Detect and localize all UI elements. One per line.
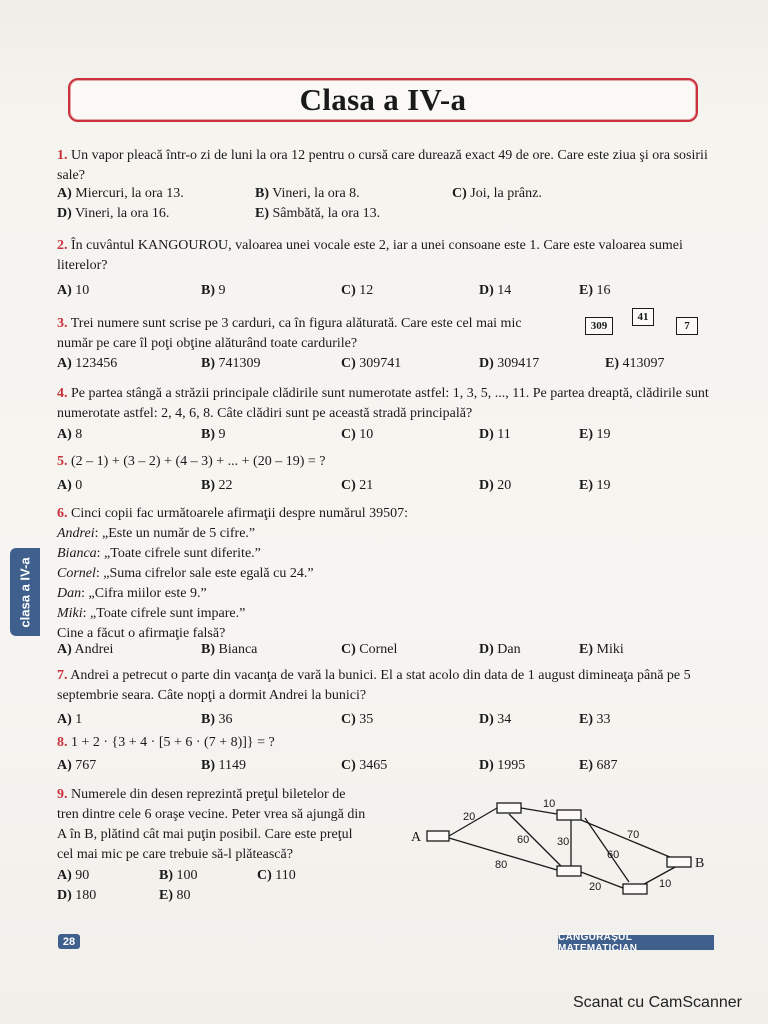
edge-label: 80: [495, 859, 508, 871]
question-4-options: [57, 425, 717, 445]
question-number: 2.: [57, 238, 68, 253]
option-d[interactable]: D) 14: [479, 283, 512, 298]
page-title: Clasa a IV-a: [299, 82, 467, 117]
question-number: 4.: [57, 386, 68, 401]
node-a-label: A: [411, 830, 422, 845]
option-c[interactable]: C) 3465: [341, 758, 388, 773]
question-number: 3.: [57, 316, 68, 331]
question-text-line-2: tren dintre cele 6 oraşe vecine. Peter vrea să ajungă din: [57, 807, 366, 822]
edge-label: 60: [517, 834, 530, 846]
option-c[interactable]: C) 309741: [341, 356, 402, 371]
option-a[interactable]: A) 90: [57, 868, 90, 883]
question-3-options: [57, 354, 717, 374]
option-d[interactable]: D) Vineri, la ora 16.: [57, 206, 170, 221]
option-a[interactable]: A) 8: [57, 427, 83, 442]
statement-cornel: Cornel: „Suma cifrelor sale este egală cu 24.”: [57, 566, 314, 581]
option-d[interactable]: D) 180: [57, 888, 97, 903]
option-e[interactable]: E) 19: [579, 427, 611, 442]
option-c[interactable]: C) Joi, la prânz.: [452, 186, 542, 201]
question-6-options: [57, 640, 717, 660]
question-4: [57, 384, 717, 424]
option-a[interactable]: A) 123456: [57, 356, 118, 371]
edge-label: 10: [543, 798, 556, 810]
question-text-line-4: cel mai mic pe care trebuie să-l plătească?: [57, 847, 293, 862]
question-5: [57, 452, 717, 472]
question-text: Pe partea stângă a străzii principale clădirile sunt numerotate astfel: 1, 3, 5, ..., 11. Pe partea dreaptă, clădirile sunt numerotate astfel: 2, 4, 6, 8. Câte clădiri sunt pe această stradă principală?: [57, 386, 709, 421]
option-e[interactable]: E) 19: [579, 478, 611, 493]
card-41: 41: [632, 308, 654, 326]
option-a[interactable]: A) Miercuri, la ora 13.: [57, 186, 184, 201]
edge-label: 20: [589, 881, 602, 893]
option-c[interactable]: C) 35: [341, 712, 374, 727]
option-b[interactable]: B) 741309: [201, 356, 261, 371]
statement-bianca: Bianca: „Toate cifrele sunt diferite.”: [57, 546, 261, 561]
statement-andrei: Andrei: „Este un număr de 5 cifre.”: [57, 526, 256, 541]
option-c[interactable]: C) 110: [257, 868, 296, 883]
question-6: [57, 504, 717, 644]
option-c[interactable]: C) Cornel: [341, 642, 398, 657]
edge-label: 20: [463, 811, 476, 823]
option-c[interactable]: C) 10: [341, 427, 374, 442]
option-d[interactable]: D) 20: [479, 478, 512, 493]
option-b[interactable]: B) 36: [201, 712, 233, 727]
option-c[interactable]: C) 21: [341, 478, 374, 493]
option-e[interactable]: E) 687: [579, 758, 618, 773]
question-text: Andrei a petrecut o parte din vacanţa de vară la bunici. El a stat acolo din data de 1 august dimineaţa până pe 5 septembrie seara. Câte nopţi a dormit Andrei la bunici?: [57, 668, 691, 703]
option-e[interactable]: E) Sâmbătă, la ora 13.: [255, 206, 381, 221]
option-a[interactable]: A) 0: [57, 478, 83, 493]
question-number: 1.: [57, 148, 68, 163]
question-9-options: [57, 866, 357, 906]
option-c[interactable]: C) 12: [341, 283, 374, 298]
side-tab-label: clasa a IV-a: [17, 556, 33, 628]
question-2: [57, 236, 717, 276]
option-a[interactable]: A) 767: [57, 758, 97, 773]
node-top-box: [497, 803, 521, 813]
title-box: [68, 78, 698, 122]
node-b-box: [667, 857, 691, 867]
card-309: 309: [585, 317, 613, 335]
question-3: [57, 314, 577, 354]
option-b[interactable]: B) 9: [201, 283, 226, 298]
question-1-options: [57, 184, 717, 224]
option-b[interactable]: B) Bianca: [201, 642, 258, 657]
scanner-watermark: Scanat cu CamScanner: [573, 994, 742, 1011]
option-a[interactable]: A) 1: [57, 712, 83, 727]
option-b[interactable]: B) 1149: [201, 758, 246, 773]
question-2-options: [57, 281, 717, 301]
option-d[interactable]: D) 11: [479, 427, 511, 442]
option-e[interactable]: E) 413097: [605, 356, 665, 371]
node-bottom-box: [557, 866, 581, 876]
edge-label: 70: [627, 829, 640, 841]
question-text: 1 + 2 · {3 + 4 · [5 + 6 · (7 + 8)]} = ?: [71, 735, 275, 750]
option-a[interactable]: A) 10: [57, 283, 90, 298]
question-text: În cuvântul KANGOUROU, valoarea unei vocale este 2, iar a unei consoane este 1. Care este valoarea sumei literelor?: [57, 238, 683, 273]
card-7: 7: [676, 317, 698, 335]
statement-miki: Miki: „Toate cifrele sunt impare.”: [57, 606, 246, 621]
question-7: [57, 666, 717, 706]
option-d[interactable]: D) 34: [479, 712, 512, 727]
node-low-box: [623, 884, 647, 894]
option-b[interactable]: B) 100: [159, 868, 198, 883]
option-d[interactable]: D) 309417: [479, 356, 540, 371]
question-7-options: [57, 710, 717, 730]
question-number: 7.: [57, 668, 68, 683]
option-a[interactable]: A) Andrei: [57, 642, 114, 657]
question-number: 6.: [57, 506, 68, 521]
edge-bottom-low: [581, 872, 623, 888]
footer-brand: CANGURAȘUL MATEMATICIAN: [558, 935, 714, 950]
option-e[interactable]: E) 16: [579, 283, 611, 298]
option-d[interactable]: D) 1995: [479, 758, 526, 773]
question-text-line-3: A în B, plătind cât mai puţin posibil. Care este preţul: [57, 827, 353, 842]
question-6-ask: Cine a făcut o afirmaţie falsă?: [57, 626, 226, 641]
option-b[interactable]: B) Vineri, la ora 8.: [255, 186, 360, 201]
option-e[interactable]: E) 80: [159, 888, 191, 903]
question-text: Cinci copii fac următoarele afirmaţii despre numărul 39507:: [71, 506, 409, 521]
node-b-label: B: [695, 856, 705, 871]
question-text-line-2: număr pe care îl poţi obţine alăturând toate cardurile?: [57, 336, 358, 351]
question-9: [57, 785, 402, 865]
question-number: 5.: [57, 454, 68, 469]
question-text: (2 – 1) + (3 – 2) + (4 – 3) + ... + (20 – 19) = ?: [71, 454, 326, 469]
edge-label: 10: [659, 878, 672, 890]
question-text: Un vapor pleacă într-o zi de luni la ora 12 pentru o cursă care durează exact 49 de ore. Care este ziua şi ora sosirii sale?: [57, 148, 708, 183]
question-number: 9.: [57, 787, 68, 802]
option-e[interactable]: E) 33: [579, 712, 611, 727]
option-d[interactable]: D) Dan: [479, 642, 521, 657]
question-text-line-1: Numerele din desen reprezintă preţul biletelor de: [71, 787, 346, 802]
question-8-options: [57, 756, 717, 776]
option-b[interactable]: B) 9: [201, 427, 226, 442]
option-b[interactable]: B) 22: [201, 478, 233, 493]
page-number: 28: [58, 934, 80, 949]
edge-label: 30: [557, 836, 570, 848]
question-number: 8.: [57, 735, 68, 750]
edge-label: 60: [607, 849, 620, 861]
side-tab: [10, 548, 40, 636]
question-text-line-1: Trei numere sunt scrise pe 3 carduri, ca în figura alăturată. Care este cel mai mic: [70, 316, 522, 331]
node-a-box: [427, 831, 449, 841]
train-network-graph: [405, 790, 715, 915]
question-1: [57, 146, 717, 186]
option-e[interactable]: E) Miki: [579, 642, 624, 657]
question-5-options: [57, 476, 717, 496]
question-8: [57, 733, 717, 753]
node-mid-box: [557, 810, 581, 820]
statement-dan: Dan: „Cifra miilor este 9.”: [57, 586, 207, 601]
